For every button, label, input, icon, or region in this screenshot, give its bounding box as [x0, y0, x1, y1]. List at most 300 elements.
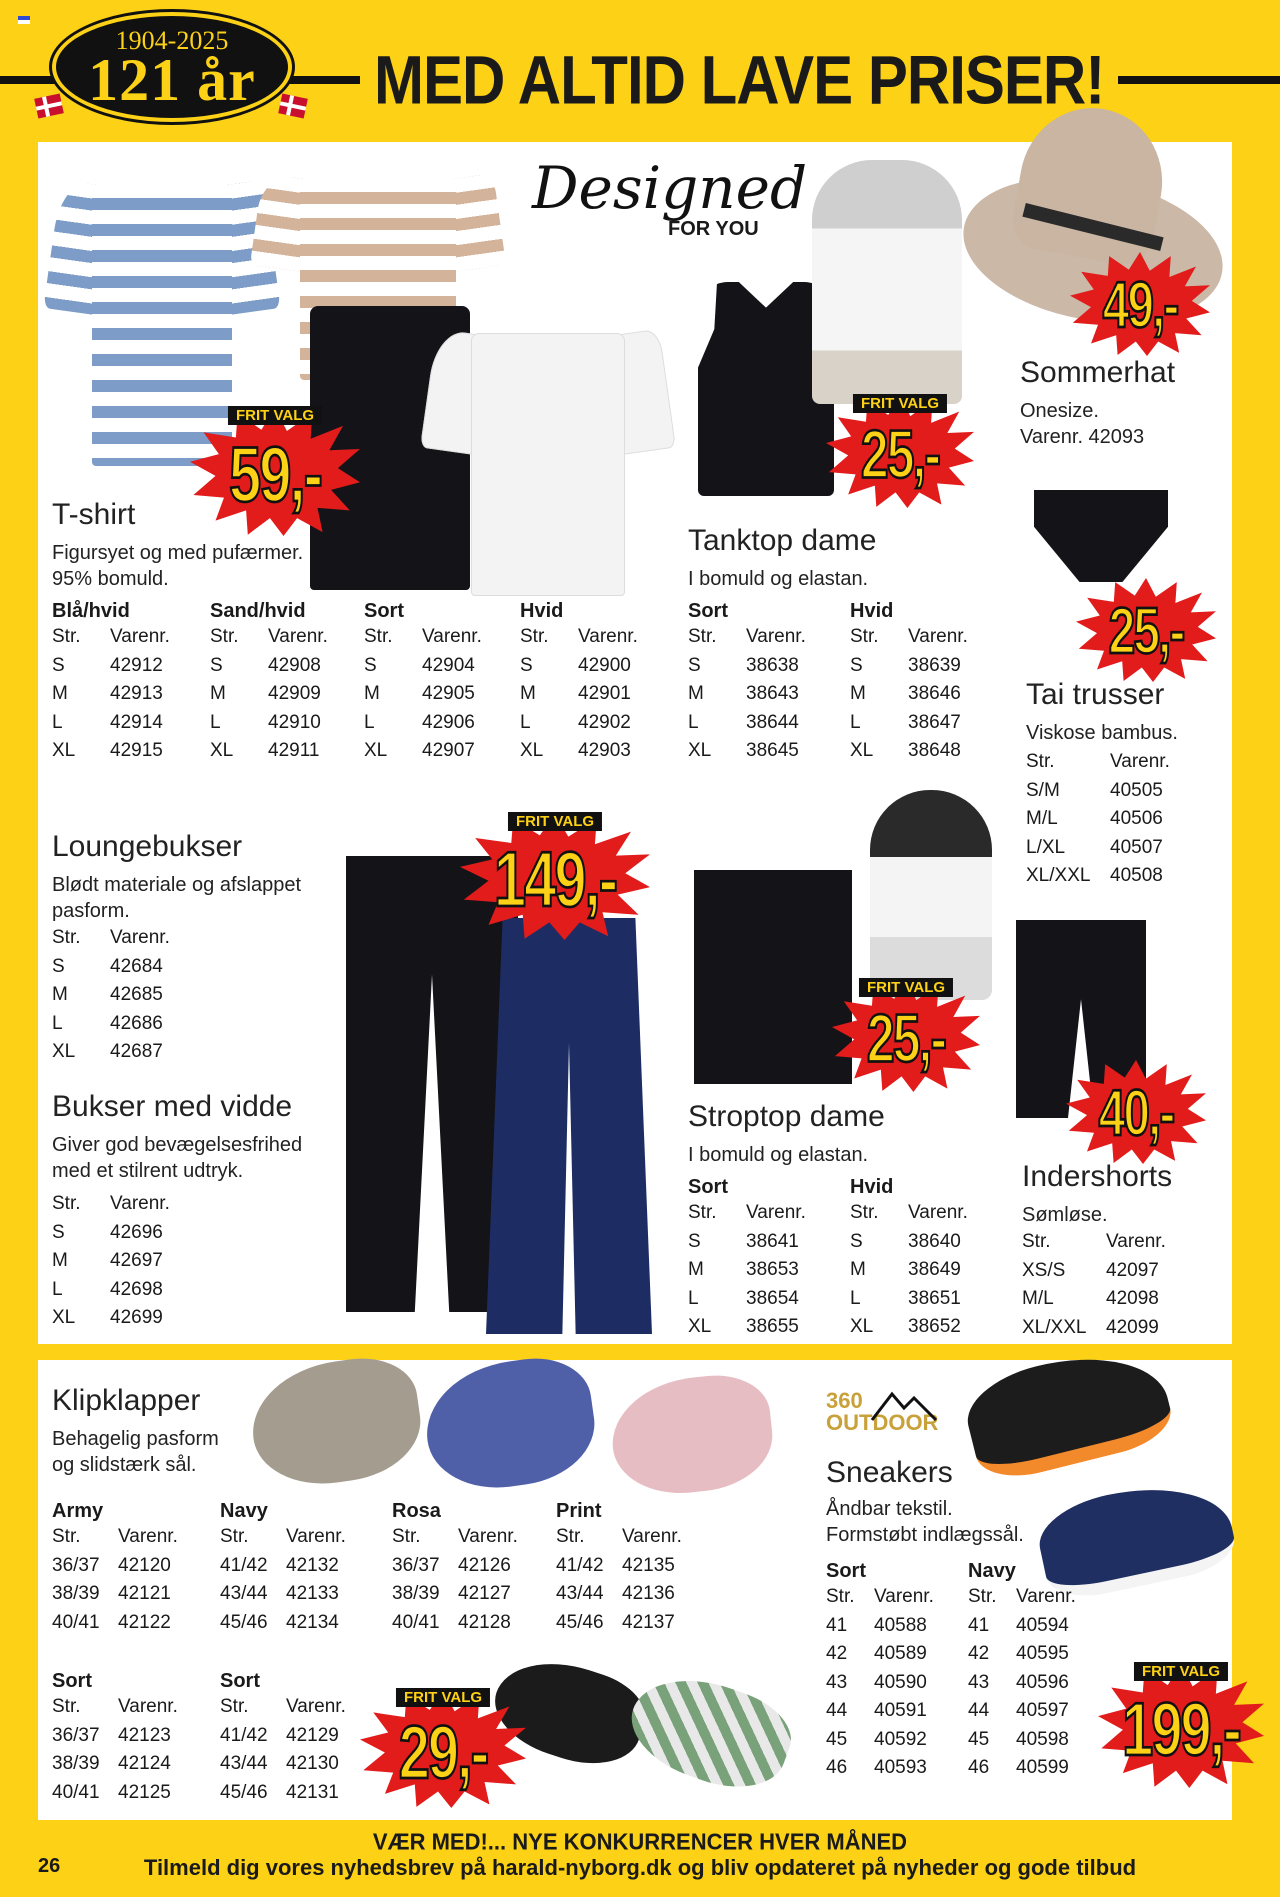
item-number: 42099 — [1106, 1316, 1159, 1338]
bukser-vidde-size-table — [52, 1190, 170, 1333]
model-tanktop-image — [812, 160, 962, 404]
size-value: XL — [520, 740, 544, 761]
table-header-row — [556, 1523, 682, 1552]
item-number: 40590 — [874, 1671, 927, 1693]
table-header-row — [364, 623, 482, 652]
size-header: Str. — [52, 626, 81, 647]
size-value: M — [210, 683, 226, 704]
table-row — [850, 1285, 968, 1314]
size-header: Str. — [520, 626, 549, 647]
price-label: 25,- — [866, 1000, 946, 1077]
table-row — [1026, 862, 1170, 891]
table-row — [688, 1313, 806, 1342]
klipklapper-size-table — [392, 1500, 518, 1637]
size-value: 46 — [826, 1757, 848, 1778]
variant-name: Hvid — [850, 600, 894, 622]
item-number: 38654 — [746, 1287, 799, 1309]
item-number: 40593 — [874, 1757, 927, 1778]
item-number: 38651 — [908, 1287, 961, 1309]
item-number: 42909 — [268, 683, 321, 704]
table-header-row — [968, 1583, 1076, 1612]
size-value: 41/42 — [220, 1554, 268, 1576]
table-header-row — [1022, 1228, 1166, 1257]
table-row — [364, 737, 482, 766]
table-row — [826, 1669, 934, 1698]
size-header: Str. — [220, 1696, 249, 1717]
table-row — [220, 1750, 346, 1779]
size-value: L — [850, 1287, 861, 1309]
model-stroptop-image — [870, 790, 992, 1000]
item-number-header: Varenr. — [110, 626, 170, 647]
table-row — [968, 1697, 1076, 1726]
table-row — [850, 1313, 968, 1342]
size-header: Str. — [1022, 1231, 1051, 1252]
size-value: L/XL — [1026, 836, 1066, 858]
price-label: 199,- — [1122, 1686, 1240, 1772]
klipklapper-size-table — [52, 1670, 178, 1807]
size-value: S — [52, 955, 65, 977]
table-row — [52, 1276, 170, 1305]
size-value: S/M — [1026, 779, 1060, 801]
tshirt-size-table — [520, 600, 638, 766]
table-row — [210, 652, 328, 681]
table-row — [688, 680, 806, 709]
item-number: 38655 — [746, 1316, 799, 1337]
table-row — [52, 680, 170, 709]
size-value: L — [850, 711, 861, 733]
flag-icon — [18, 16, 30, 24]
size-header: Str. — [52, 1696, 81, 1717]
bukser-vidde-desc-line: med et stilrent udtryk. — [52, 1160, 244, 1182]
table-row — [52, 1219, 170, 1248]
tshirt-size-table — [364, 600, 482, 766]
table-header-row — [52, 1523, 178, 1552]
item-number: 42131 — [286, 1781, 339, 1803]
hat-title: Sommerhat — [1020, 356, 1176, 389]
variant-name: Hvid — [520, 600, 564, 622]
table-header-row — [220, 1523, 346, 1552]
item-number-header: Varenr. — [286, 1696, 346, 1717]
size-value: M — [52, 683, 68, 704]
table-row — [968, 1726, 1076, 1755]
size-header: Str. — [1026, 751, 1055, 772]
trusser-size-table — [1026, 748, 1170, 891]
table-row — [850, 652, 968, 681]
item-number: 42699 — [110, 1307, 163, 1328]
item-number: 38640 — [908, 1230, 961, 1252]
size-value: 42 — [968, 1643, 990, 1664]
shorts-title: Indershorts — [1022, 1160, 1173, 1193]
size-value: 40/41 — [52, 1611, 100, 1633]
hat-price-burst — [1070, 252, 1210, 356]
size-value: 43/44 — [220, 1753, 268, 1774]
item-number: 42687 — [110, 1041, 163, 1062]
footer-competition: VÆR MED!... NYE KONKURRENCER HVER MÅNED — [372, 1828, 908, 1855]
item-number-header: Varenr. — [458, 1526, 518, 1547]
size-value: XL — [688, 740, 712, 761]
page-number: 26 — [38, 1855, 61, 1877]
size-value: M — [850, 1259, 866, 1280]
table-row — [688, 737, 806, 766]
table-row — [220, 1779, 346, 1808]
item-number-header: Varenr. — [1110, 751, 1170, 772]
size-value: XL — [364, 740, 388, 761]
variant-name: Sort — [826, 1560, 866, 1582]
size-header: Str. — [210, 626, 239, 647]
table-row — [556, 1609, 682, 1638]
item-number: 38648 — [908, 740, 961, 761]
size-value: 43 — [968, 1671, 990, 1693]
item-number: 40505 — [1110, 779, 1163, 801]
item-number: 40506 — [1110, 808, 1163, 829]
variant-name: Rosa — [392, 1500, 441, 1522]
tanktop-price-burst — [826, 396, 974, 508]
item-number-header: Varenr. — [908, 1202, 968, 1223]
table-header-row — [52, 623, 170, 652]
size-header: Str. — [688, 1202, 717, 1223]
size-value: M — [688, 683, 704, 704]
table-row — [364, 709, 482, 738]
table-header-row — [688, 1199, 806, 1228]
size-value: L — [52, 711, 63, 733]
loungebukser-desc — [52, 872, 301, 924]
table-row — [826, 1640, 934, 1669]
item-number: 42902 — [578, 711, 631, 733]
tshirt-desc-line: Figursyet og med pufærmer. — [52, 542, 304, 564]
size-value: XL — [850, 740, 874, 761]
table-row — [968, 1669, 1076, 1698]
loungebukser-size-table — [52, 924, 170, 1067]
table-row — [850, 737, 968, 766]
item-number: 40596 — [1016, 1671, 1069, 1693]
size-value: 36/37 — [392, 1554, 440, 1576]
table-header-row — [850, 1199, 968, 1228]
size-value: 44 — [826, 1700, 848, 1721]
size-value: 41 — [968, 1614, 990, 1636]
size-header: Str. — [968, 1586, 997, 1607]
item-number: 42906 — [422, 711, 475, 733]
item-number-header: Varenr. — [746, 1202, 806, 1223]
size-value: XL — [210, 740, 234, 761]
table-header-row — [688, 623, 806, 652]
size-value: XL — [52, 1041, 76, 1062]
item-number: 42907 — [422, 740, 475, 761]
sneakers-title: Sneakers — [826, 1456, 953, 1489]
price-label: 149,- — [493, 835, 617, 924]
item-number: 42914 — [110, 711, 163, 733]
variant-name: Sort — [220, 1670, 260, 1692]
item-number-header: Varenr. — [1016, 1586, 1076, 1607]
table-row — [826, 1697, 934, 1726]
item-number: 38653 — [746, 1259, 799, 1280]
variant-name: Hvid — [850, 1176, 894, 1198]
size-value: 38/39 — [52, 1753, 100, 1774]
variant-name: Navy — [968, 1560, 1016, 1582]
item-number: 38647 — [908, 711, 961, 733]
price-label: 29,- — [398, 1709, 488, 1795]
item-number: 42098 — [1106, 1288, 1159, 1309]
table-header-row — [210, 623, 328, 652]
item-number: 42122 — [118, 1611, 171, 1633]
item-number: 38644 — [746, 711, 799, 733]
item-number: 38639 — [908, 654, 961, 676]
size-value: M — [688, 1259, 704, 1280]
table-row — [392, 1609, 518, 1638]
table-row — [826, 1754, 934, 1783]
size-value: 38/39 — [52, 1583, 100, 1604]
variant-name: Sand/hvid — [210, 600, 306, 622]
table-row — [1026, 805, 1170, 834]
size-value: S — [688, 654, 701, 676]
table-row — [220, 1722, 346, 1751]
table-row — [52, 737, 170, 766]
table-header-row — [850, 623, 968, 652]
item-number: 42097 — [1106, 1259, 1159, 1281]
table-row — [52, 1247, 170, 1276]
table-header-row — [52, 1190, 170, 1219]
size-value: 38/39 — [392, 1583, 440, 1604]
table-row — [52, 981, 170, 1010]
designed-logo: Designed — [532, 154, 808, 222]
size-value: 43/44 — [220, 1583, 268, 1604]
table-row — [52, 1779, 178, 1808]
size-value: XL — [52, 740, 76, 761]
size-value: S — [52, 654, 65, 676]
stroptop-size-table — [850, 1176, 968, 1342]
size-value: M — [364, 683, 380, 704]
item-number: 42911 — [268, 740, 320, 761]
stroptop-desc: I bomuld og elastan. — [688, 1144, 869, 1166]
item-number: 42686 — [110, 1012, 163, 1034]
variant-name: Army — [52, 1500, 104, 1522]
sneakers-size-table — [968, 1560, 1076, 1783]
item-number: 42134 — [286, 1611, 339, 1633]
shorts-desc: Sømløse. — [1022, 1204, 1108, 1226]
table-header-row — [1026, 748, 1170, 777]
item-number-header: Varenr. — [118, 1526, 178, 1547]
item-number: 38638 — [746, 654, 799, 676]
tanktop-size-table — [850, 600, 968, 766]
item-number: 42913 — [110, 683, 163, 704]
table-row — [364, 652, 482, 681]
anniversary-logo — [52, 12, 292, 122]
item-number: 42125 — [118, 1781, 171, 1803]
size-value: XL — [688, 1316, 712, 1337]
item-number: 40598 — [1016, 1728, 1069, 1750]
table-row — [688, 1285, 806, 1314]
price-label: 40,- — [1098, 1078, 1174, 1150]
item-number: 38641 — [746, 1230, 799, 1252]
table-row — [220, 1609, 346, 1638]
item-number: 42697 — [110, 1250, 163, 1271]
tshirt-desc — [52, 540, 303, 592]
table-row — [210, 680, 328, 709]
bukser-vidde-desc — [52, 1132, 302, 1184]
size-value: L — [688, 1287, 699, 1309]
item-number: 42130 — [286, 1753, 339, 1774]
table-row — [220, 1552, 346, 1581]
size-value: M — [52, 1250, 68, 1271]
table-row — [520, 737, 638, 766]
table-row — [52, 1552, 178, 1581]
item-number: 40597 — [1016, 1700, 1069, 1721]
item-number: 38645 — [746, 740, 799, 761]
table-row — [850, 709, 968, 738]
trusser-desc: Viskose bambus. — [1026, 722, 1178, 744]
table-row — [850, 1256, 968, 1285]
table-row — [556, 1580, 682, 1609]
stroptop-price-burst — [832, 980, 980, 1092]
table-header-row — [52, 1693, 178, 1722]
table-row — [520, 652, 638, 681]
bukser-vidde-desc-line: Giver god bevægelsesfrihed — [52, 1134, 303, 1156]
klipklapper-title: Klipklapper — [52, 1384, 201, 1417]
table-row — [52, 1722, 178, 1751]
table-row — [210, 709, 328, 738]
size-value: M — [520, 683, 536, 704]
variant-name: Blå/hvid — [52, 600, 130, 622]
size-header: Str. — [850, 626, 879, 647]
size-value: XL/XXL — [1026, 865, 1091, 886]
item-number: 42910 — [268, 711, 321, 733]
item-number: 40507 — [1110, 836, 1163, 858]
size-value: L — [52, 1012, 63, 1034]
item-number-header: Varenr. — [874, 1586, 934, 1607]
item-number: 42121 — [118, 1583, 171, 1604]
size-value: M — [52, 984, 68, 1005]
table-row — [52, 1750, 178, 1779]
size-header: Str. — [826, 1586, 855, 1607]
klipklapper-size-table — [220, 1500, 346, 1637]
hat-desc-line: Onesize. — [1020, 400, 1099, 422]
klipklapper-desc — [52, 1426, 219, 1478]
size-value: XS/S — [1022, 1259, 1066, 1281]
shorts-size-table — [1022, 1228, 1166, 1342]
sneakers-desc-line: Formstøbt indlægssål. — [826, 1524, 1024, 1546]
item-number: 42904 — [422, 654, 475, 676]
item-number: 42912 — [110, 654, 163, 676]
table-row — [850, 1228, 968, 1257]
size-value: L — [520, 711, 531, 733]
item-number-header: Varenr. — [110, 927, 170, 948]
size-value: L — [364, 711, 375, 733]
size-value: M/L — [1022, 1288, 1054, 1309]
item-number: 40594 — [1016, 1614, 1069, 1636]
item-number: 42905 — [422, 683, 475, 704]
size-header: Str. — [850, 1202, 879, 1223]
size-header: Str. — [392, 1526, 421, 1547]
klipklapper-size-table — [556, 1500, 682, 1637]
table-row — [688, 1256, 806, 1285]
size-value: S — [210, 654, 223, 676]
item-number: 40599 — [1016, 1757, 1069, 1778]
table-row — [968, 1612, 1076, 1641]
item-number-header: Varenr. — [422, 626, 482, 647]
item-number: 40591 — [874, 1700, 927, 1721]
table-row — [688, 1228, 806, 1257]
frit-valg-badge: FRIT VALG — [508, 812, 602, 831]
table-row — [220, 1580, 346, 1609]
tshirt-size-table — [52, 600, 170, 766]
item-number-header: Varenr. — [268, 626, 328, 647]
frit-valg-badge: FRIT VALG — [1134, 1662, 1228, 1681]
item-number: 42915 — [110, 740, 163, 761]
item-number: 42126 — [458, 1554, 511, 1576]
size-value: 46 — [968, 1757, 990, 1778]
table-row — [392, 1552, 518, 1581]
size-value: XL — [52, 1307, 76, 1328]
size-header: Str. — [52, 1526, 81, 1547]
table-row — [52, 1038, 170, 1067]
price-label: 49,- — [1102, 270, 1178, 342]
sneakers-desc-line: Åndbar tekstil. — [826, 1498, 953, 1520]
size-value: 40/41 — [392, 1611, 440, 1633]
frit-valg-badge: FRIT VALG — [396, 1688, 490, 1707]
size-value: 45/46 — [220, 1611, 268, 1633]
item-number-header: Varenr. — [1106, 1231, 1166, 1252]
tshirt-price-burst — [190, 408, 360, 536]
table-row — [556, 1552, 682, 1581]
klipklapper-size-table — [220, 1670, 346, 1807]
item-number: 38643 — [746, 683, 799, 704]
item-number: 42137 — [622, 1611, 675, 1633]
size-value: S — [520, 654, 533, 676]
item-number: 42128 — [458, 1611, 511, 1633]
item-number: 40595 — [1016, 1643, 1069, 1664]
size-value: XL — [850, 1316, 874, 1337]
sneakers-price-burst — [1098, 1664, 1264, 1788]
size-value: 41/42 — [556, 1554, 604, 1576]
loungebukser-title: Loungebukser — [52, 830, 243, 863]
frit-valg-badge: FRIT VALG — [228, 406, 322, 425]
mountain-icon — [870, 1388, 940, 1424]
size-value: L — [210, 711, 221, 733]
table-row — [210, 737, 328, 766]
table-row — [52, 1010, 170, 1039]
bukser-price-burst — [460, 814, 650, 940]
table-row — [1022, 1285, 1166, 1314]
size-header: Str. — [556, 1526, 585, 1547]
size-value: 36/37 — [52, 1724, 100, 1746]
tanktop-size-table — [688, 600, 806, 766]
table-row — [968, 1754, 1076, 1783]
table-header-row — [52, 924, 170, 953]
item-number: 42903 — [578, 740, 631, 761]
item-number-header: Varenr. — [110, 1193, 170, 1214]
item-number: 42900 — [578, 654, 631, 676]
klipklapper-size-table — [52, 1500, 178, 1637]
size-value: M/L — [1026, 808, 1058, 829]
item-number: 38652 — [908, 1316, 961, 1337]
variant-name: Navy — [220, 1500, 268, 1522]
price-label: 59,- — [229, 430, 321, 519]
item-number: 42698 — [110, 1278, 163, 1300]
loungebukser-desc-line: Blødt materiale og afslappet — [52, 874, 302, 896]
item-number: 40589 — [874, 1643, 927, 1664]
variant-name: Sort — [688, 1176, 728, 1198]
klipklapper-desc-line: og slidstærk sål. — [52, 1454, 197, 1476]
variant-name: Sort — [688, 600, 728, 622]
sneakers-desc — [826, 1496, 1024, 1548]
klipklapper-desc-line: Behagelig pasform — [52, 1428, 219, 1450]
size-value: S — [688, 1230, 701, 1252]
item-number-header: Varenr. — [578, 626, 638, 647]
table-header-row — [392, 1523, 518, 1552]
table-row — [52, 953, 170, 982]
size-value: L — [688, 711, 699, 733]
item-number: 42136 — [622, 1583, 675, 1604]
table-row — [52, 1580, 178, 1609]
